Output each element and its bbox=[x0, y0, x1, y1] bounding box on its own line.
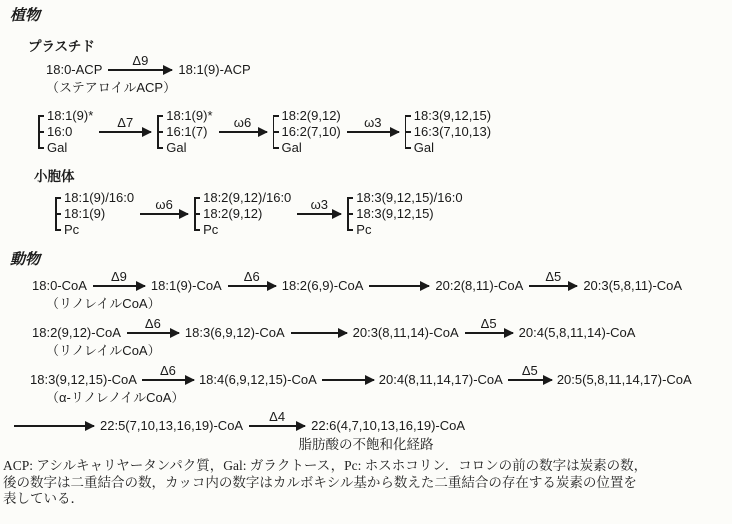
arrow-line bbox=[291, 332, 347, 334]
compound: 18:2(6,9)-CoA bbox=[281, 278, 364, 293]
compound: 20:3(5,8,11)-CoA bbox=[583, 278, 683, 293]
compound-note: （リノレイルCoA） bbox=[46, 343, 161, 358]
reaction-arrow bbox=[108, 53, 172, 76]
compound: 20:2(8,11)-CoA bbox=[435, 278, 524, 293]
compound: 18:0-ACP bbox=[46, 62, 103, 77]
group-line: 18:3(9,12,15) bbox=[356, 206, 462, 222]
compound: 20:3(8,11,14)-CoA bbox=[352, 325, 459, 340]
arrow-line bbox=[322, 379, 374, 381]
group-line: Gal bbox=[166, 140, 212, 156]
arrow-line bbox=[93, 285, 145, 287]
reaction-arrow bbox=[99, 115, 151, 138]
arrow-line bbox=[140, 213, 188, 215]
group-line: 18:2(9,12)/16:0 bbox=[203, 190, 292, 205]
compound-note: （ステアロイルACP） bbox=[46, 80, 177, 95]
compound: 20:4(8,11,14,17)-CoA bbox=[378, 372, 503, 387]
group-line: 18:3(9,12,15) bbox=[413, 108, 492, 123]
enzyme-label: ω3 bbox=[310, 197, 328, 212]
figure-caption: 脂肪酸の不飽和化経路 bbox=[298, 437, 434, 452]
enzyme-label: ω6 bbox=[233, 115, 252, 130]
footnote-line: 表している． bbox=[3, 491, 84, 506]
enzyme-label: Δ5 bbox=[521, 363, 538, 378]
enzyme-label: ω6 bbox=[155, 197, 173, 212]
plastid-heading: プラスチド bbox=[28, 39, 95, 54]
compound: 18:2(9,12)-CoA bbox=[32, 325, 121, 340]
group-line: 18:1(9)* bbox=[166, 108, 213, 123]
animal-reaction-1 bbox=[32, 269, 732, 294]
plastid-reaction-2 bbox=[38, 108, 732, 156]
compound: 18:0-CoA bbox=[32, 278, 87, 293]
lipid-group bbox=[38, 108, 93, 156]
compound: 20:5(5,8,11,14,17)-CoA bbox=[556, 372, 692, 387]
lipid-group bbox=[194, 190, 291, 238]
arrow-line bbox=[219, 131, 267, 133]
enzyme-label: Δ6 bbox=[159, 363, 176, 378]
arrow-line bbox=[297, 213, 341, 215]
er-heading: 小胞体 bbox=[34, 169, 75, 184]
lipid-group bbox=[55, 190, 134, 238]
reaction-arrow bbox=[142, 363, 194, 386]
arrow-line bbox=[99, 131, 151, 133]
enzyme-label: Δ5 bbox=[545, 269, 562, 284]
arrow-line bbox=[14, 425, 94, 427]
compound: 18:1(9)-CoA bbox=[150, 278, 222, 293]
lipid-group bbox=[347, 190, 462, 238]
reaction-arrow bbox=[249, 409, 305, 432]
reaction-arrow bbox=[291, 327, 347, 339]
group-line: Pc bbox=[64, 222, 134, 238]
arrow-line bbox=[347, 131, 399, 133]
reaction-arrow bbox=[14, 420, 94, 432]
arrow-line bbox=[508, 379, 552, 381]
enzyme-label: Δ4 bbox=[269, 409, 286, 424]
compound: 18:1(9)-ACP bbox=[178, 62, 251, 77]
reaction-arrow bbox=[465, 316, 513, 339]
compound: 20:4(5,8,11,14)-CoA bbox=[518, 325, 636, 340]
reaction-arrow bbox=[322, 374, 374, 386]
lipid-group bbox=[157, 108, 212, 156]
enzyme-label: Δ6 bbox=[144, 316, 161, 331]
group-line: 16:1(7) bbox=[166, 124, 212, 140]
group-line: 18:1(9)* bbox=[47, 108, 94, 123]
compound: 18:4(6,9,12,15)-CoA bbox=[198, 372, 317, 387]
enzyme-label: Δ7 bbox=[117, 115, 134, 130]
group-line: 18:1(9) bbox=[64, 206, 134, 222]
arrow-line bbox=[127, 332, 179, 334]
group-line: 18:2(9,12) bbox=[203, 206, 291, 222]
reaction-arrow bbox=[127, 316, 179, 339]
enzyme-label: ω3 bbox=[364, 115, 382, 130]
arrow-line bbox=[228, 285, 276, 287]
reaction-arrow bbox=[297, 197, 341, 220]
group-line: Pc bbox=[203, 222, 291, 238]
animal-reaction-4 bbox=[8, 409, 732, 434]
group-line: 18:3(9,12,15)/16:0 bbox=[356, 190, 463, 205]
group-line: 16:0 bbox=[47, 124, 93, 140]
reaction-arrow bbox=[347, 115, 399, 138]
arrow-line bbox=[108, 69, 172, 71]
compound-note: （リノレイルCoA） bbox=[46, 296, 161, 311]
reaction-arrow bbox=[508, 363, 552, 386]
er-reaction bbox=[55, 190, 732, 238]
group-line: 18:1(9)/16:0 bbox=[64, 190, 135, 205]
compound: 22:5(7,10,13,16,19)-CoA bbox=[100, 418, 244, 433]
arrow-line bbox=[249, 425, 305, 427]
plants-heading: 植物 bbox=[10, 7, 41, 24]
group-line: Gal bbox=[414, 140, 491, 156]
arrow-line bbox=[529, 285, 577, 287]
footnote-line: 後の数字は二重結合の数，カッコ内の数字はカルボキシル基から数えた二重結合の存在する炭素の位置を bbox=[3, 474, 637, 490]
group-line: 16:3(7,10,13) bbox=[413, 124, 492, 139]
reaction-arrow bbox=[369, 280, 429, 292]
reaction-arrow bbox=[140, 197, 188, 220]
enzyme-label: Δ5 bbox=[480, 316, 497, 331]
compound: 18:3(9,12,15)-CoA bbox=[30, 372, 137, 387]
enzyme-label: Δ9 bbox=[132, 53, 149, 68]
group-line: Gal bbox=[282, 140, 341, 156]
group-line: 16:2(7,10) bbox=[281, 124, 341, 139]
group-line: Pc bbox=[356, 222, 462, 238]
reaction-arrow bbox=[529, 269, 577, 292]
lipid-group bbox=[405, 108, 491, 156]
animal-reaction-2 bbox=[32, 316, 732, 341]
compound: 22:6(4,7,10,13,16,19)-CoA bbox=[311, 418, 466, 433]
plastid-reaction-1 bbox=[46, 53, 732, 78]
compound-note: （α-リノレノイルCoA） bbox=[46, 390, 185, 405]
arrow-line bbox=[369, 285, 429, 287]
arrow-line bbox=[465, 332, 513, 334]
arrow-line bbox=[142, 379, 194, 381]
enzyme-label: Δ9 bbox=[110, 269, 127, 284]
reaction-arrow bbox=[228, 269, 276, 292]
animal-reaction-3 bbox=[30, 363, 732, 388]
footnote-line: ACP: アシルキャリヤータンパク質，Gal: ガラクトース，Pc: ホスホコリン．コロンの前の数字は炭素の数， bbox=[3, 458, 648, 473]
reaction-arrow bbox=[93, 269, 145, 292]
group-line: 18:2(9,12) bbox=[281, 108, 341, 123]
reaction-arrow bbox=[219, 115, 267, 138]
lipid-group bbox=[273, 108, 341, 156]
enzyme-label: Δ6 bbox=[243, 269, 260, 284]
animals-heading: 動物 bbox=[10, 251, 41, 268]
footnote bbox=[3, 458, 729, 508]
group-line: Gal bbox=[47, 140, 93, 156]
compound: 18:3(6,9,12)-CoA bbox=[184, 325, 285, 340]
